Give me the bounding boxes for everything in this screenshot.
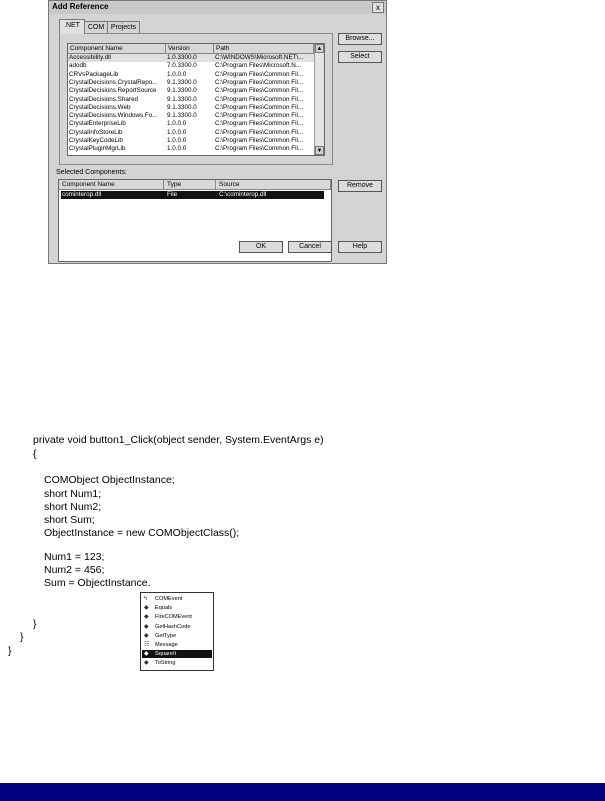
selected-column-component-name[interactable]: Component Name: [59, 180, 164, 189]
completion-item-label: GetHashCode: [155, 623, 191, 630]
selected-column-source[interactable]: Source: [216, 180, 331, 189]
code-line: }: [20, 631, 24, 643]
component-path: C:\Program Files\Common Fil...: [215, 128, 304, 136]
column-header-component-name[interactable]: Component Name: [68, 44, 166, 53]
column-header-path[interactable]: Path: [214, 44, 314, 53]
component-version: 9.1.3300.0: [167, 87, 197, 95]
completion-item[interactable]: [142, 659, 212, 667]
completion-item[interactable]: [142, 595, 212, 603]
component-list-header: [68, 44, 314, 54]
component-version: 9.1.3300.0: [167, 103, 197, 111]
component-row[interactable]: [68, 54, 314, 62]
selected-component-row[interactable]: [61, 191, 324, 199]
select-button[interactable]: Select: [338, 51, 382, 63]
component-version: 1.0.0.0: [167, 70, 187, 78]
component-name: adodb: [69, 62, 87, 70]
component-row[interactable]: [68, 145, 314, 153]
component-path: C:\Program Files\Common Fil...: [215, 145, 304, 153]
selected-components-label: Selected Components:: [56, 169, 127, 176]
ok-button[interactable]: OK: [239, 241, 283, 253]
completion-item-label: Message: [155, 642, 178, 648]
tab-projects[interactable]: Projects: [107, 21, 140, 34]
component-version: 1.0.0.0: [167, 137, 187, 144]
dialog-titlebar: [49, 1, 386, 14]
component-version: 9.1.3300.0: [167, 112, 197, 120]
component-path: C:\Program Files\Common Fil...: [215, 95, 304, 103]
code-line: {: [33, 448, 37, 460]
component-path: C:\Program Files\Microsoft.N...: [215, 62, 302, 70]
component-path: C:\Program Files\Common Fil...: [215, 120, 304, 128]
remove-button[interactable]: Remove: [338, 180, 382, 192]
component-name: CRVsPackageLib: [69, 70, 119, 78]
component-name: CrystalDecisions.Windows.Fo...: [69, 112, 158, 120]
completion-item[interactable]: [142, 632, 212, 640]
completion-item[interactable]: [142, 604, 212, 612]
code-line: short Sum;: [44, 514, 95, 526]
method-icon: ◆: [144, 660, 149, 667]
code-line: ObjectInstance = new COMObjectClass();: [44, 527, 240, 539]
component-row[interactable]: [68, 104, 314, 112]
tab-com[interactable]: COM: [83, 21, 109, 34]
component-version: 7.0.3300.0: [167, 62, 197, 70]
component-version: 9.1.3300.0: [167, 95, 197, 103]
component-version: 1.0.0.0: [167, 145, 187, 153]
component-row[interactable]: [68, 129, 314, 137]
component-row[interactable]: [68, 87, 314, 95]
scroll-up-icon[interactable]: ▲: [316, 46, 323, 52]
code-line: Num2 = 456;: [44, 564, 105, 576]
code-line: }: [8, 645, 12, 657]
component-row[interactable]: [68, 120, 314, 128]
component-path: C:\Program Files\Common Fil...: [215, 112, 304, 120]
completion-item-label: SquareIt: [155, 651, 177, 658]
component-path: C:\Program Files\Common Fil...: [215, 103, 304, 111]
component-name: CrystalDecisions.Web: [69, 103, 131, 111]
selected-component-source: C:\cominterop.dll: [219, 191, 267, 198]
component-name: CrystalDecisions.ReportSource: [69, 87, 157, 95]
code-line: Num1 = 123;: [44, 551, 105, 563]
component-name: Accessibility.dll: [69, 54, 111, 61]
browse-button[interactable]: Browse...: [338, 33, 382, 45]
component-list-scrollbar[interactable]: [314, 44, 324, 155]
completion-item[interactable]: [142, 650, 212, 658]
code-line: short Num1;: [44, 488, 102, 500]
tab-panel: [59, 33, 333, 165]
help-button[interactable]: Help: [338, 241, 382, 253]
completion-item[interactable]: [142, 641, 212, 649]
code-line: COMObject ObjectInstance;: [44, 474, 175, 486]
method-icon: ◆: [144, 632, 149, 639]
completion-item-label: ToString: [155, 660, 176, 667]
completion-item[interactable]: [142, 623, 212, 631]
selected-component-name: cominterop.dll: [62, 191, 102, 198]
component-version: 1.0.3300.0: [167, 54, 197, 61]
component-row[interactable]: [68, 137, 314, 145]
component-name: CrystalPluginMgrLib: [69, 145, 126, 153]
code-line: private void button1_Click(object sender, System.EventArgs e): [33, 434, 324, 446]
component-version: 1.0.0.0: [167, 128, 187, 136]
completion-item-label: FireCOMEvent: [155, 614, 192, 621]
code-line: Sum = ObjectInstance.: [44, 577, 151, 589]
dialog-title: Add Reference: [52, 2, 109, 11]
selected-component-type: File: [167, 191, 178, 198]
component-row[interactable]: [68, 62, 314, 70]
component-row[interactable]: [68, 79, 314, 87]
component-version: 1.0.0.0: [167, 120, 187, 128]
method-icon: ◆: [144, 623, 149, 630]
component-list[interactable]: [67, 43, 325, 156]
event-icon: ϟ: [144, 596, 148, 602]
component-row[interactable]: [68, 96, 314, 104]
component-name: CrystalDecisions.Shared: [69, 95, 138, 103]
add-reference-dialog: [48, 0, 387, 264]
component-path: C:\Program Files\Common Fil...: [215, 137, 304, 144]
component-version: 9.1.3300.0: [167, 78, 197, 86]
selected-column-type[interactable]: Type: [164, 180, 216, 189]
component-row[interactable]: [68, 71, 314, 79]
property-icon: ☷: [144, 642, 150, 648]
tab-dotnet[interactable]: .NET: [59, 19, 85, 34]
code-line: short Num2;: [44, 501, 102, 513]
component-name: CrystalKeyCodeLib: [69, 137, 123, 144]
component-name: CrystalDecisions.CrystalRepo...: [69, 78, 158, 86]
completion-item[interactable]: [142, 613, 212, 621]
scroll-down-icon[interactable]: ▼: [316, 148, 323, 154]
method-icon: ◆: [144, 651, 149, 658]
component-path: C:\Program Files\Common Fil...: [215, 78, 304, 86]
component-path: C:\WINDOWS\Microsoft.NET\...: [215, 54, 304, 61]
close-icon[interactable]: x: [372, 2, 384, 13]
component-path: C:\Program Files\Common Fil...: [215, 70, 304, 78]
completion-item-label: COMEvent: [155, 596, 183, 602]
component-name: CrystalEnterpriseLib: [69, 120, 126, 128]
completion-item-label: Equals: [155, 605, 173, 612]
component-path: C:\Program Files\Common Fil...: [215, 87, 304, 95]
component-row[interactable]: [68, 112, 314, 120]
completion-item-label: GetType: [155, 632, 177, 639]
bottom-bar: [0, 783, 605, 801]
selected-list-header: [59, 180, 331, 190]
component-name: CrystalInfoStoreLib: [69, 128, 123, 136]
method-icon: ◆: [144, 605, 149, 612]
method-icon: ◆: [144, 614, 149, 621]
column-header-version[interactable]: Version: [166, 44, 214, 53]
code-line: }: [33, 618, 37, 630]
cancel-button[interactable]: Cancel: [288, 241, 332, 253]
intellisense-popup[interactable]: [140, 592, 214, 671]
